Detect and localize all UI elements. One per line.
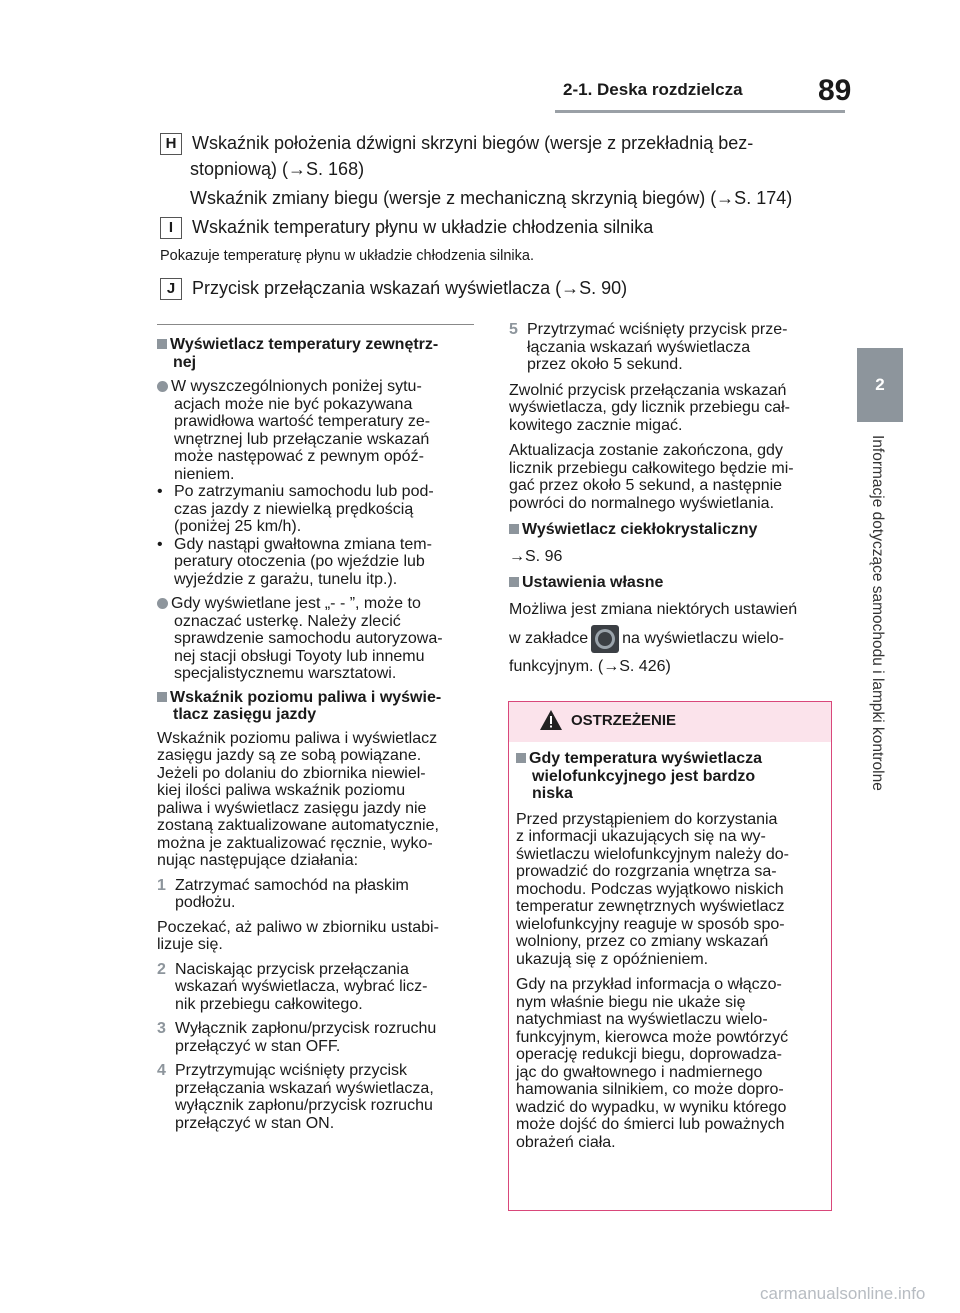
para-custom-3: funkcyjnym. (→S. 426) [509, 658, 671, 675]
settings-gear-icon [591, 625, 619, 653]
para-wait: Poczekać, aż paliwo w zbiorniku ustabi- lizuje się. [157, 918, 439, 953]
step-1: 1 Zatrzymać samochód na płaskim podłożu. [157, 876, 409, 911]
badge-j: J [160, 278, 182, 300]
square-bullet-icon [157, 339, 167, 349]
section-divider [157, 324, 474, 325]
item-h-line2: stopniową) (→S. 168) [190, 159, 365, 179]
right-column [509, 321, 839, 676]
watermark: carmanualsonline.info [760, 1284, 926, 1303]
item-h: H Wskaźnik położenia dźwigni skrzyni biegów (wersje z przekładnią bez- [160, 130, 753, 156]
section-title: 2-1. Deska rozdzielcza [563, 80, 743, 99]
item-i: I Wskaźnik temperatury płynu w układzie chłodzenia silnika [160, 214, 653, 240]
para-custom-1: Możliwa jest zmiana niektórych ustawień [509, 600, 798, 618]
left-column [157, 336, 479, 1132]
bullet-temp-change: • Gdy nastąpi gwałtowna zmiana tem- peratury otoczenia (po wjeździe lub wyjeździe z garażu, tunelu itp.). [157, 535, 432, 588]
item-h-line3: Wskaźnik zmiany biegu (wersje z mechaniczną skrzynią biegów) (→S. 174) [190, 188, 793, 208]
circle-bullet-icon [157, 381, 168, 392]
chapter-tab: 2 [857, 348, 903, 422]
para-outside-temp: W wyszczególnionych poniżej sytu- acjach może nie być pokazywana prawidłowa wartość temperatury ze- wnętrznej lub przełączanie wskazań może następować z pewnym opóź- nieniem. [157, 378, 479, 483]
warning-triangle-icon [539, 709, 563, 731]
bullet-stop: • Po zatrzymaniu samochodu lub pod- czas jazdy z niewielką prędkością (poniżej 25 km/h). [157, 483, 434, 535]
page-header [0, 0, 960, 130]
para-update: Aktualizacja zostanie zakończona, gdy licznik przebiegu całkowitego będzie mi- gać przez około 5 sekund, a następnie powróci do normalnego wyświetlania. [509, 442, 794, 512]
para-release: Zwolnić przycisk przełączania wskazań wyświetlacza, gdy licznik przebiegu cał- kowitego zacznie migać. [509, 381, 790, 434]
step-3: 3 Wyłącznik zapłonu/przycisk rozruchu przełączyć w stan OFF. [157, 1020, 437, 1055]
para-fault: Gdy wyświetlane jest „- - ”, może to oznaczać usterkę. Należy zlecić sprawdzenie samochodu autoryzowa- nej stacji obsługi Toyoty lub innemu specjalistycznemu warsztatowi. [157, 595, 479, 683]
para-custom-2: w zakładce na wyświetlaczu wielo- [509, 624, 839, 654]
step-5: 5 Przytrzymać wciśnięty przycisk prze- łączania wskazań wyświetlacza przez około 5 sekund. [509, 321, 788, 373]
item-j: J Przycisk przełączania wskazań wyświetlacza (→S. 90) [160, 275, 627, 301]
warning-header [509, 702, 831, 742]
badge-h: H [160, 133, 182, 155]
square-bullet-icon [509, 524, 519, 534]
warning-para-2: Gdy na przykład informacja o włączo- nym właśnie biegu nie ukaże się natychmiast na wyświetlaczu wielo- funkcyjnym, kierowca może powtórzyć operację redukcji biegu, doprowadza- jąc do gwałtownego i nadmiernego hamowania silnikiem, co może dopro- wadzić do wypadku, w wyniku którego może dojść do śmierci lub poważnych obrażeń ciała. [516, 976, 789, 1151]
circle-bullet-icon [157, 598, 168, 609]
warning-para-1: Przed przystąpieniem do korzystania z informacji ukazujących się na wy- świetlaczu wielofunkcyjnym należy do- prowadzić do rozgrzania wnętrza sa- mochodu. Podczas wyjątkowo niskich temperatur zewnętrznych wyświetlacz wielofunkcyjny reaguje w sposób spo- wolniony, przez co zmiany wskazań ukazują się z opóźnieniem. [516, 810, 789, 968]
badge-i: I [160, 217, 182, 239]
warning-content [516, 750, 828, 1151]
square-bullet-icon [516, 753, 526, 763]
step-2: 2 Naciskając przycisk przełączania wskazań wyświetlacza, wybrać licz- nik przebiegu całkowitego. [157, 960, 428, 1013]
page-number: 89 [818, 74, 852, 107]
warning-box [508, 701, 832, 1211]
warning-heading: Gdy temperatura wyświetlacza wielofunkcyjnego jest bardzo niska [516, 750, 828, 803]
warning-title: OSTRZEŻENIE [571, 712, 677, 729]
chapter-title-vertical: Informacje dotyczące samochodu i lampki kontrolne [869, 435, 886, 791]
header-divider [555, 110, 845, 113]
heading-lcd: Wyświetlacz ciekłokrystaliczny [509, 521, 839, 539]
step-4: 4 Przytrzymując wciśnięty przycisk przełączania wskazań wyświetlacza, wyłącznik zapłonu/przycisk rozruchu przełączyć w stan ON. [157, 1062, 434, 1132]
ref-lcd: →S. 96 [509, 547, 563, 565]
item-i-desc: Pokazuje temperaturę płynu w układzie chłodzenia silnika. [160, 248, 534, 264]
heading-custom: Ustawienia własne [509, 574, 839, 592]
square-bullet-icon [157, 692, 167, 702]
para-fuel: Wskaźnik poziomu paliwa i wyświetlacz zasięgu jazdy są ze sobą powiązane. Jeżeli po dolaniu do zbiornika niewiel- kiej ilości paliwa wskaźnik poziomu paliwa i wyświetlacz zasięgu jazdy nie zostaną zaktualizowane automatycznie, można je zaktualizować ręcznie, wyko- nując następujące działania: [157, 729, 439, 869]
heading-fuel: Wskaźnik poziomu paliwa i wyświe- tlacz zasięgu jazdy [157, 689, 479, 724]
square-bullet-icon [509, 577, 519, 587]
heading-outside-temp: Wyświetlacz temperatury zewnętrz- nej [157, 336, 479, 371]
